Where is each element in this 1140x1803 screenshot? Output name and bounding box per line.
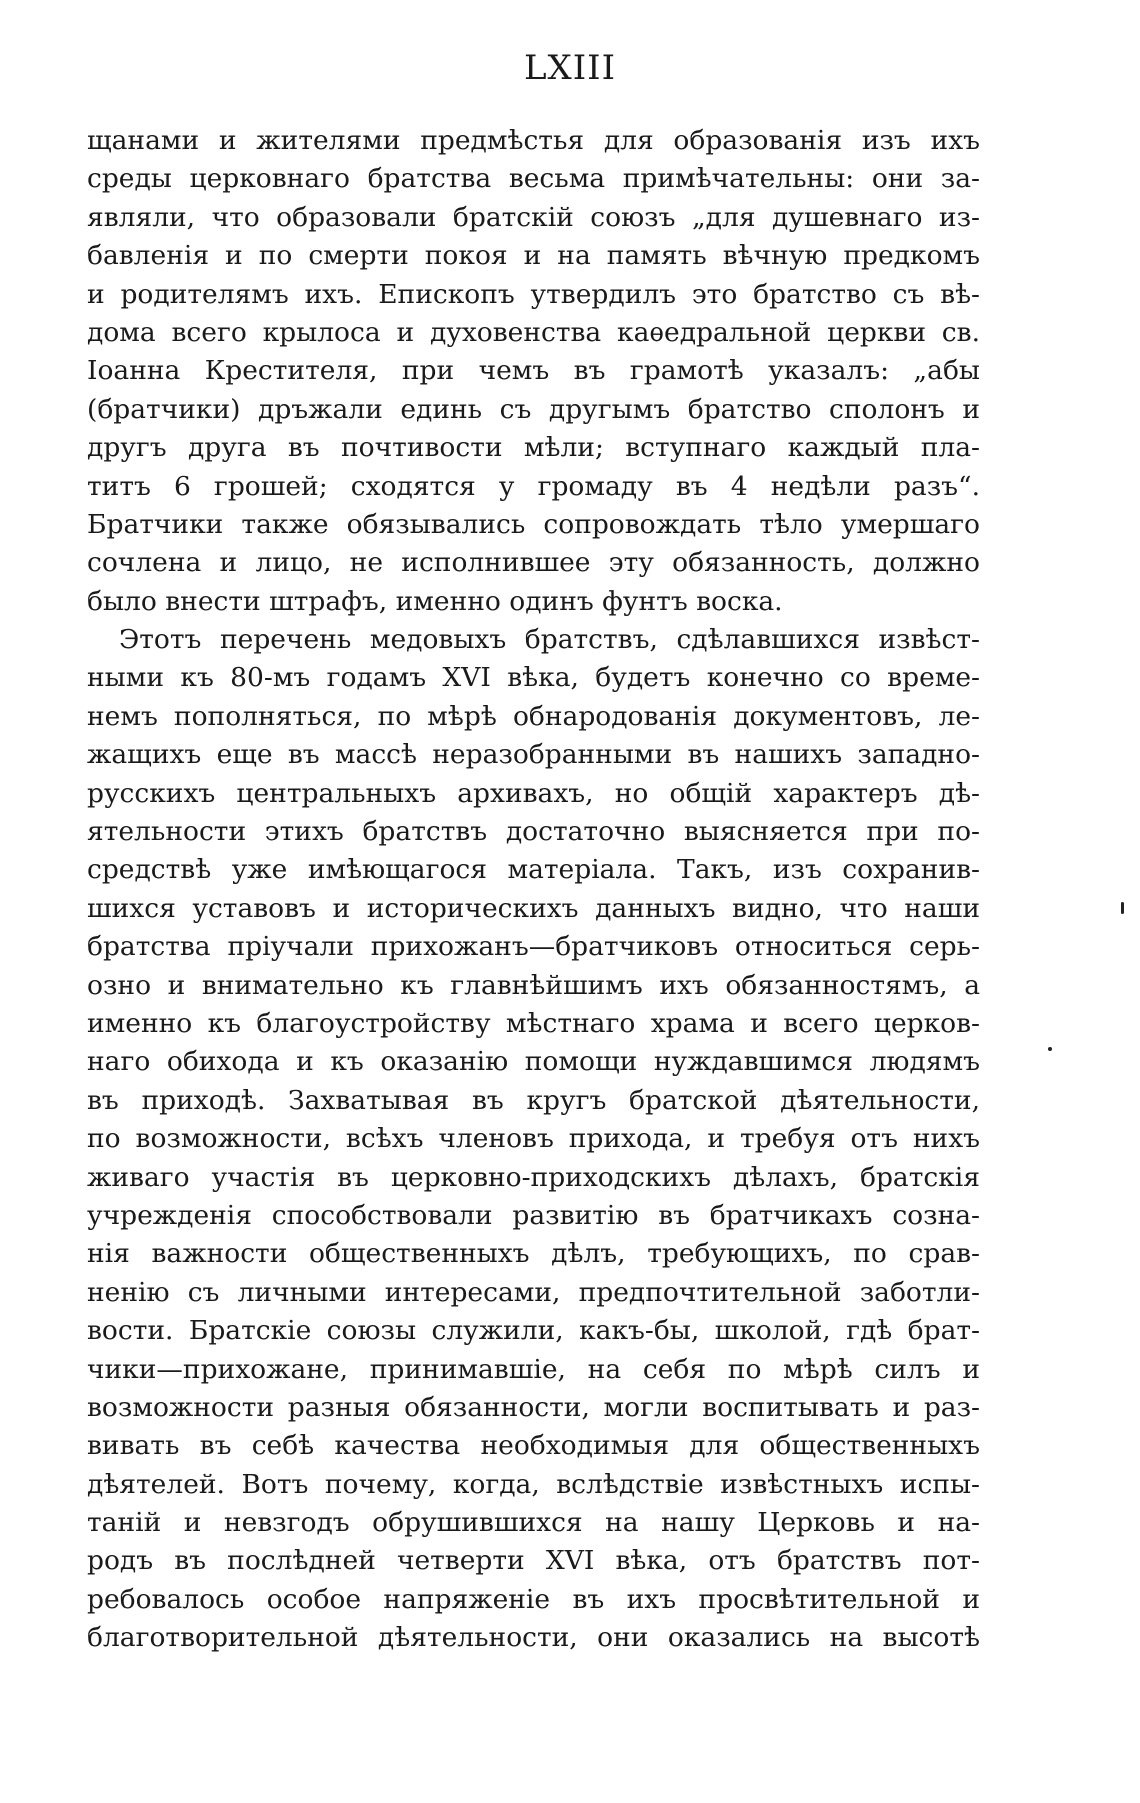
- text-line: русскихъ центральныхъ архивахъ, но общій характеръ дѣ-: [87, 777, 980, 809]
- text-line: щанами и жителями предмѣстья для образованія изъ ихъ: [87, 125, 980, 156]
- body-text: [87, 122, 980, 1658]
- text-line: благотворительной дѣятельности, они оказались на высотѣ: [87, 1622, 980, 1654]
- text-line: другъ друга въ почтивости мѣли; вступнаго каждый пла-: [87, 432, 980, 464]
- text-line: по возможности, всѣхъ членовъ прихода, и требуя отъ нихъ: [87, 1123, 980, 1155]
- text-line: озно и внимательно къ главнѣйшимъ ихъ обязанностямъ, а: [87, 969, 980, 1001]
- text-line: ятельности этихъ братствъ достаточно выясняется при по-: [87, 816, 980, 848]
- text-line: дома всего крылоса и духовенства каѳедральной церкви св.: [87, 316, 980, 348]
- text-line: наго обихода и къ оказанію помощи нуждавшимся людямъ: [87, 1046, 980, 1078]
- text-line: бавленія и по смерти покоя и на память вѣчную предкомъ: [87, 240, 980, 272]
- page-number: LXIII: [523, 48, 617, 88]
- text-line: братства пріучали прихожанъ—братчиковъ относиться серь-: [87, 931, 980, 963]
- text-line: ными къ 80-мъ годамъ XVI вѣка, будетъ конечно со време-: [87, 662, 980, 694]
- text-line: немъ пополняться, по мѣрѣ обнародованія документовъ, ле-: [87, 700, 980, 732]
- text-line: (братчики) дръжали единь съ другымъ братство сполонъ и: [87, 393, 980, 425]
- text-line: родъ въ послѣдней четверти XVI вѣка, отъ братствъ пот-: [87, 1545, 980, 1577]
- text-line: Братчики также обязывались сопровождать тѣло умершаго: [87, 508, 980, 540]
- text-line: среды церковнаго братства весьма примѣчательны: они за-: [87, 163, 980, 195]
- text-line: нія важности общественныхъ дѣлъ, требующихъ, по срав-: [87, 1238, 980, 1270]
- text-line: Этотъ перечень медовыхъ братствъ, сдѣлавшихся извѣст-: [119, 624, 980, 656]
- text-line: таній и невзгодъ обрушившихся на нашу Церковь и на-: [87, 1507, 980, 1539]
- text-line: сочлена и лицо, не исполнившее эту обязанность, должно: [87, 547, 980, 579]
- text-line: являли, что образовали братскій союзъ „для душевнаго из-: [87, 201, 980, 233]
- scan-speck: [1048, 1047, 1052, 1051]
- text-line: шихся уставовъ и историческихъ данныхъ видно, что наши: [87, 892, 980, 924]
- text-line: Іоанна Крестителя, при чемъ въ грамотѣ указалъ: „абы: [87, 355, 980, 387]
- text-line: и родителямъ ихъ. Епископъ утвердилъ это братство съ вѣ-: [87, 278, 980, 310]
- text-line: живаго участія въ церковно-приходскихъ дѣлахъ, братскія: [87, 1161, 980, 1193]
- text-line: средствѣ уже имѣющагося матеріала. Такъ, изъ сохранив-: [87, 854, 980, 886]
- text-line: чики—прихожане, принимавшіе, на себя по мѣрѣ силъ и: [87, 1353, 980, 1385]
- text-line: вости. Братскіе союзы служили, какъ-бы, школой, гдѣ брат-: [87, 1315, 980, 1347]
- text-line: жащихъ еще въ массѣ неразобранными въ нашихъ западно-: [87, 739, 980, 771]
- text-line: именно къ благоустройству мѣстнаго храма и всего церков-: [87, 1007, 980, 1039]
- text-line: учрежденія способствовали развитію въ братчикахъ созна-: [87, 1199, 980, 1231]
- paragraph-1: [87, 122, 980, 621]
- text-line: ненію съ личными интересами, предпочтительной заботли-: [87, 1276, 980, 1308]
- text-line: дѣятелей. Вотъ почему, когда, вслѣдствіе извѣстныхъ испы-: [87, 1468, 980, 1500]
- text-line: ребовалось особое напряженіе въ ихъ просвѣтительной и: [87, 1583, 980, 1615]
- text-line: въ приходѣ. Захватывая въ кругъ братской дѣятельности,: [87, 1084, 980, 1116]
- paragraph-2: [87, 621, 980, 1658]
- text-line: титъ 6 грошей; сходятся у громаду въ 4 недѣли разъ“.: [87, 470, 980, 502]
- scan-speck: [1121, 902, 1124, 914]
- text-line: было внести штрафъ, именно одинъ фунтъ воска.: [87, 585, 783, 617]
- text-line: вивать въ себѣ качества необходимыя для общественныхъ: [87, 1430, 980, 1462]
- text-line: возможности разныя обязанности, могли воспитывать и раз-: [87, 1391, 980, 1423]
